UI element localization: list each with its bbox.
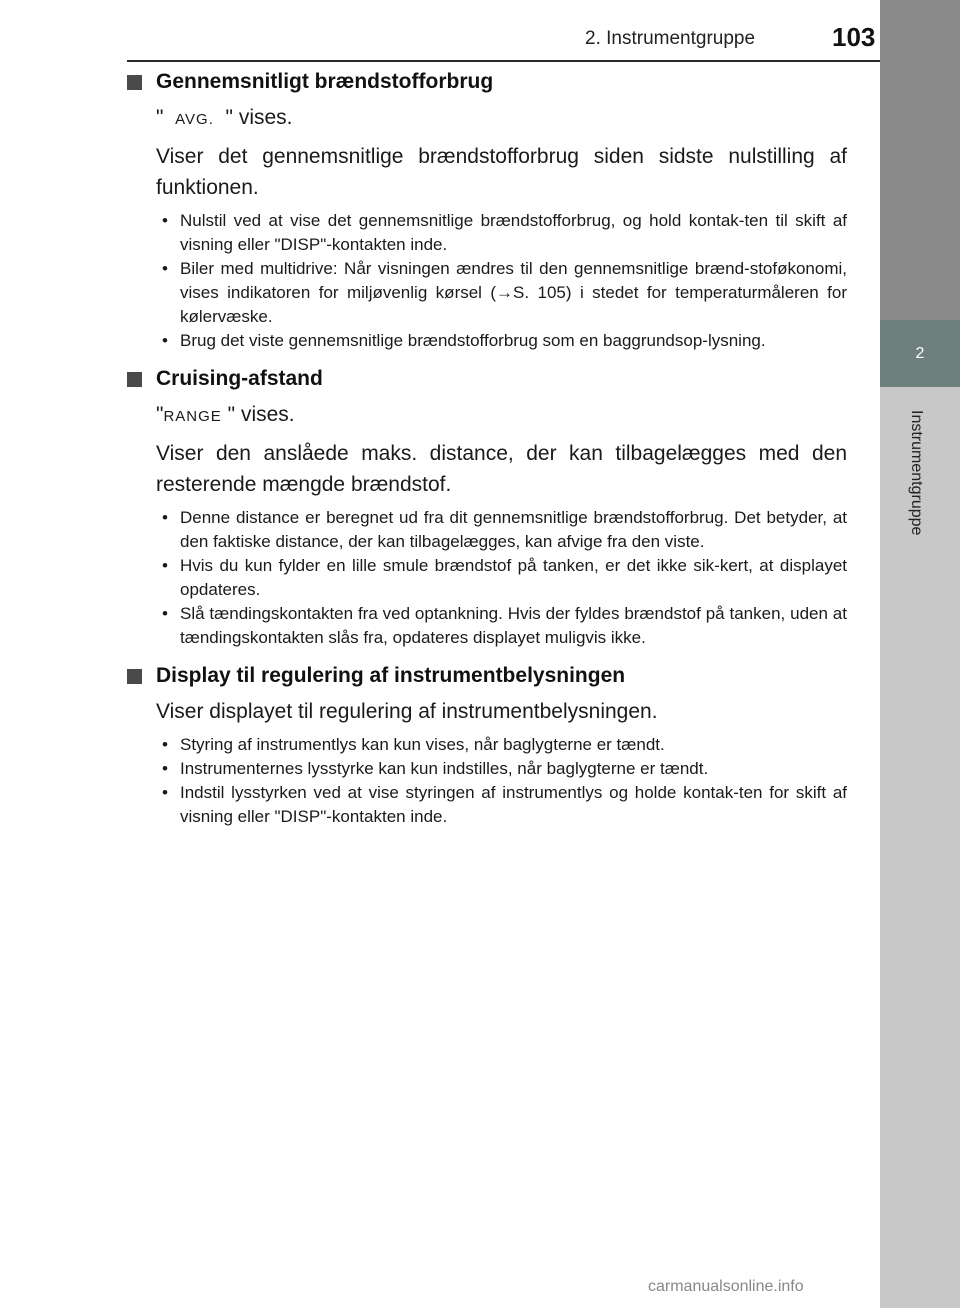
section-description: Viser displayet til regulering af instrumentbelysningen. xyxy=(156,700,658,723)
note-item: • Biler med multidrive: Når visningen ændres til den gennemsnitlige brænd-stoføkonomi, vises indikatoren for miljøvenlig kørsel (→S. 105) i stedet for temperaturmåleren for kølervæske. xyxy=(156,257,847,329)
page-number: 103 xyxy=(832,22,876,52)
section-heading: Gennemsnitligt brændstofforbrug xyxy=(156,70,494,93)
square-bullet-icon xyxy=(127,372,142,387)
watermark-text: carmanualsonline.info xyxy=(648,1278,804,1295)
section-avg-fuel xyxy=(127,70,847,353)
square-bullet-icon xyxy=(127,669,142,684)
section-description: Viser det gennemsnitlige brændstofforbrug siden sidste nulstilling af funktionen. xyxy=(156,145,847,199)
section-illumination-control xyxy=(127,664,847,829)
avg-display-icon: AVG. xyxy=(175,111,214,128)
note-item: • Instrumenternes lysstyrke kan kun indstilles, når baglygterne er tændt. xyxy=(156,757,847,781)
chapter-number: 2 xyxy=(880,320,960,387)
section-description: Viser den anslåede maks. distance, der kan tilbagelægges med den resterende mængde brændstof. xyxy=(156,442,847,496)
range-display-icon: RANGE xyxy=(163,408,222,425)
notes-list xyxy=(156,733,847,829)
display-indicator-line: " AVG. " vises. xyxy=(156,106,293,129)
note-item: • Brug det viste gennemsnitlige brændstofforbrug som en baggrundsop-lysning. xyxy=(156,329,847,353)
note-item: • Styring af instrumentlys kan kun vises, når baglygterne er tændt. xyxy=(156,733,847,757)
square-bullet-icon xyxy=(127,75,142,90)
chapter-label: Instrumentgruppe xyxy=(908,410,925,536)
display-indicator-line: "RANGE " vises. xyxy=(156,403,295,426)
notes-list xyxy=(156,506,847,650)
section-heading: Display til regulering af instrumentbelysningen xyxy=(156,664,626,687)
header-divider xyxy=(127,60,960,62)
section-cruising-range xyxy=(127,367,847,650)
note-item: • Indstil lysstyrken ved at vise styringen af instrumentlys og holde kontak-ten for skift af visning eller "DISP"-kontakten inde. xyxy=(156,781,847,829)
section-title: 2. Instrumentgruppe xyxy=(585,28,756,49)
page-header xyxy=(0,0,960,62)
note-item: • Slå tændingskontakten fra ved optankning. Hvis der fyldes brændstof på tanken, uden at tændingskontakten slås fra, opdateres displayet muligvis ikke. xyxy=(156,602,847,650)
section-heading: Cruising-afstand xyxy=(156,367,323,390)
note-item: • Nulstil ved at vise det gennemsnitlige brændstofforbrug, og hold kontak-ten til skift af visning eller "DISP"-kontakten inde. xyxy=(156,209,847,257)
page-content xyxy=(127,70,847,843)
notes-list xyxy=(156,209,847,353)
note-item: • Hvis du kun fylder en lille smule brændstof på tanken, er det ikke sik-kert, at displayet opdateres. xyxy=(156,554,847,602)
note-item: • Denne distance er beregnet ud fra dit gennemsnitlige brændstofforbrug. Det betyder, at den faktiske distance, der kan tilbagelægges, kan afvige fra den viste. xyxy=(156,506,847,554)
side-tab-top xyxy=(880,0,960,320)
